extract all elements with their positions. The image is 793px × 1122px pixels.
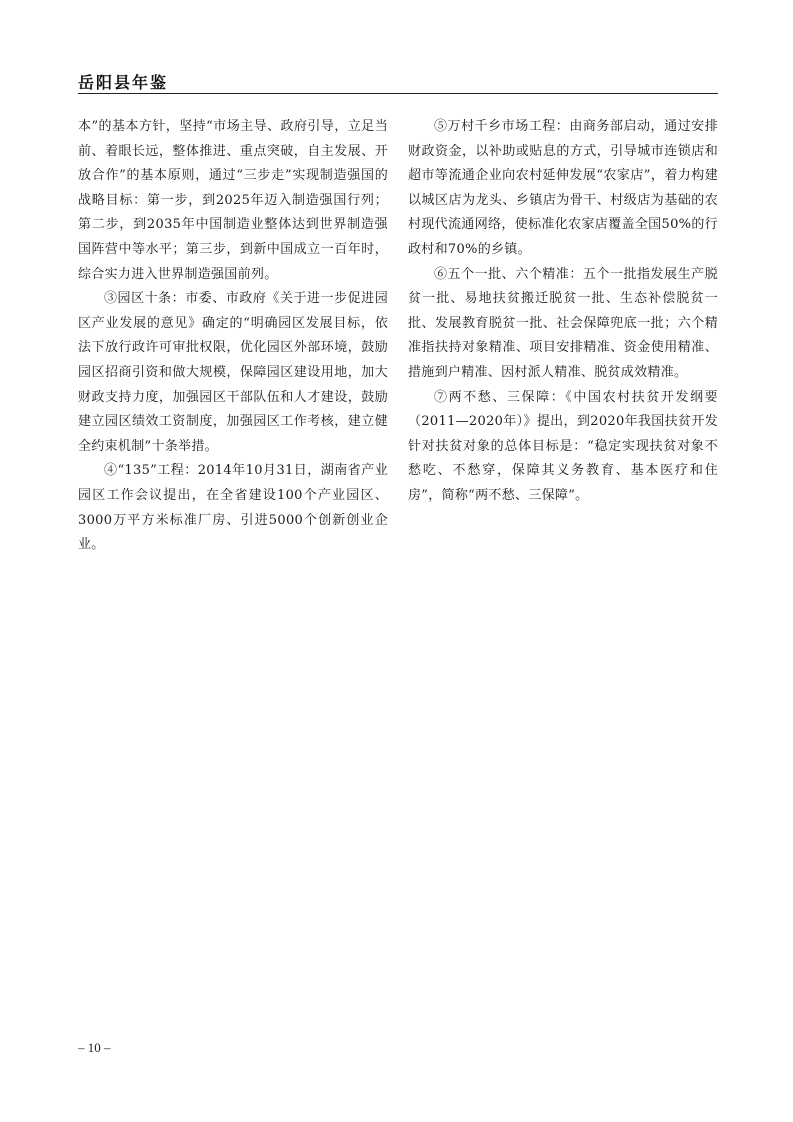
paragraph-continued: 本”的基本方针，坚持“市场主导、政府引导，立足当前、着眼长远，整体推进、重点突破，自主发展、开放合作”的基本原则，通过“三步走”实现制造强国的战略目标：第一步，到2025年迈入制造强国行列；第二步，到2035年中国制造业整体达到世界制造强国阵营中等水平；第三步，到新中国成立一百年时，综合实力进入世界制造强国前列。 <box>78 119 388 282</box>
left-text-column <box>78 115 388 558</box>
header-rule <box>78 93 718 94</box>
paragraph-135-project: ④“135”工程：2014年10月31日，湖南省产业园区工作会议提出，在全省建设100个产业园区、3000万平方米标准厂房、引进5000个创新创业企业。 <box>78 463 388 553</box>
page-number: – 10 – <box>78 1040 111 1055</box>
paragraph-village-market-project: ⑤万村千乡市场工程：由商务部启动，通过安排财政资金，以补助或贴息的方式，引导城市连锁店和超市等流通企业向农村延伸发展“农家店”，着力构建以城区店为龙头、乡镇店为骨干、村级店为基础的农村现代流通网络，使标准化农家店覆盖全国50%的行政村和70%的乡镇。 <box>408 119 718 257</box>
paragraph-park-ten-measures: ③园区十条：市委、市政府《关于进一步促进园区产业发展的意见》确定的“明确园区发展目标，依法下放行政许可审批权限，优化园区外部环境，鼓励园区招商引资和做大规模，保障园区建设用地，加大财政支持力度，加强园区干部队伍和人才建设，鼓励建立园区绩效工资制度，加强园区工作考核，建立健全约束机制”十条举措。 <box>78 291 388 454</box>
right-text-column <box>408 115 718 509</box>
running-header-title: 岳阳县年鉴 <box>78 73 169 92</box>
paragraph-five-batches-six-precise: ⑥五个一批、六个精准：五个一批指发展生产脱贫一批、易地扶贫搬迁脱贫一批、生态补偿脱贫一批、发展教育脱贫一批、社会保障兜底一批；六个精准指扶持对象精准、项目安排精准、资金使用精准、措施到户精准、因村派人精准、脱贫成效精准。 <box>408 266 718 380</box>
paragraph-two-assurances-three-guarantees: ⑦两不愁、三保障：《中国农村扶贫开发纲要（2011—2020年）》提出，到2020年我国扶贫开发针对扶贫对象的总体目标是：“稳定实现扶贫对象不愁吃、不愁穿，保障其义务教育、基本医疗和住房”，简称“两不愁、三保障”。 <box>408 389 718 503</box>
